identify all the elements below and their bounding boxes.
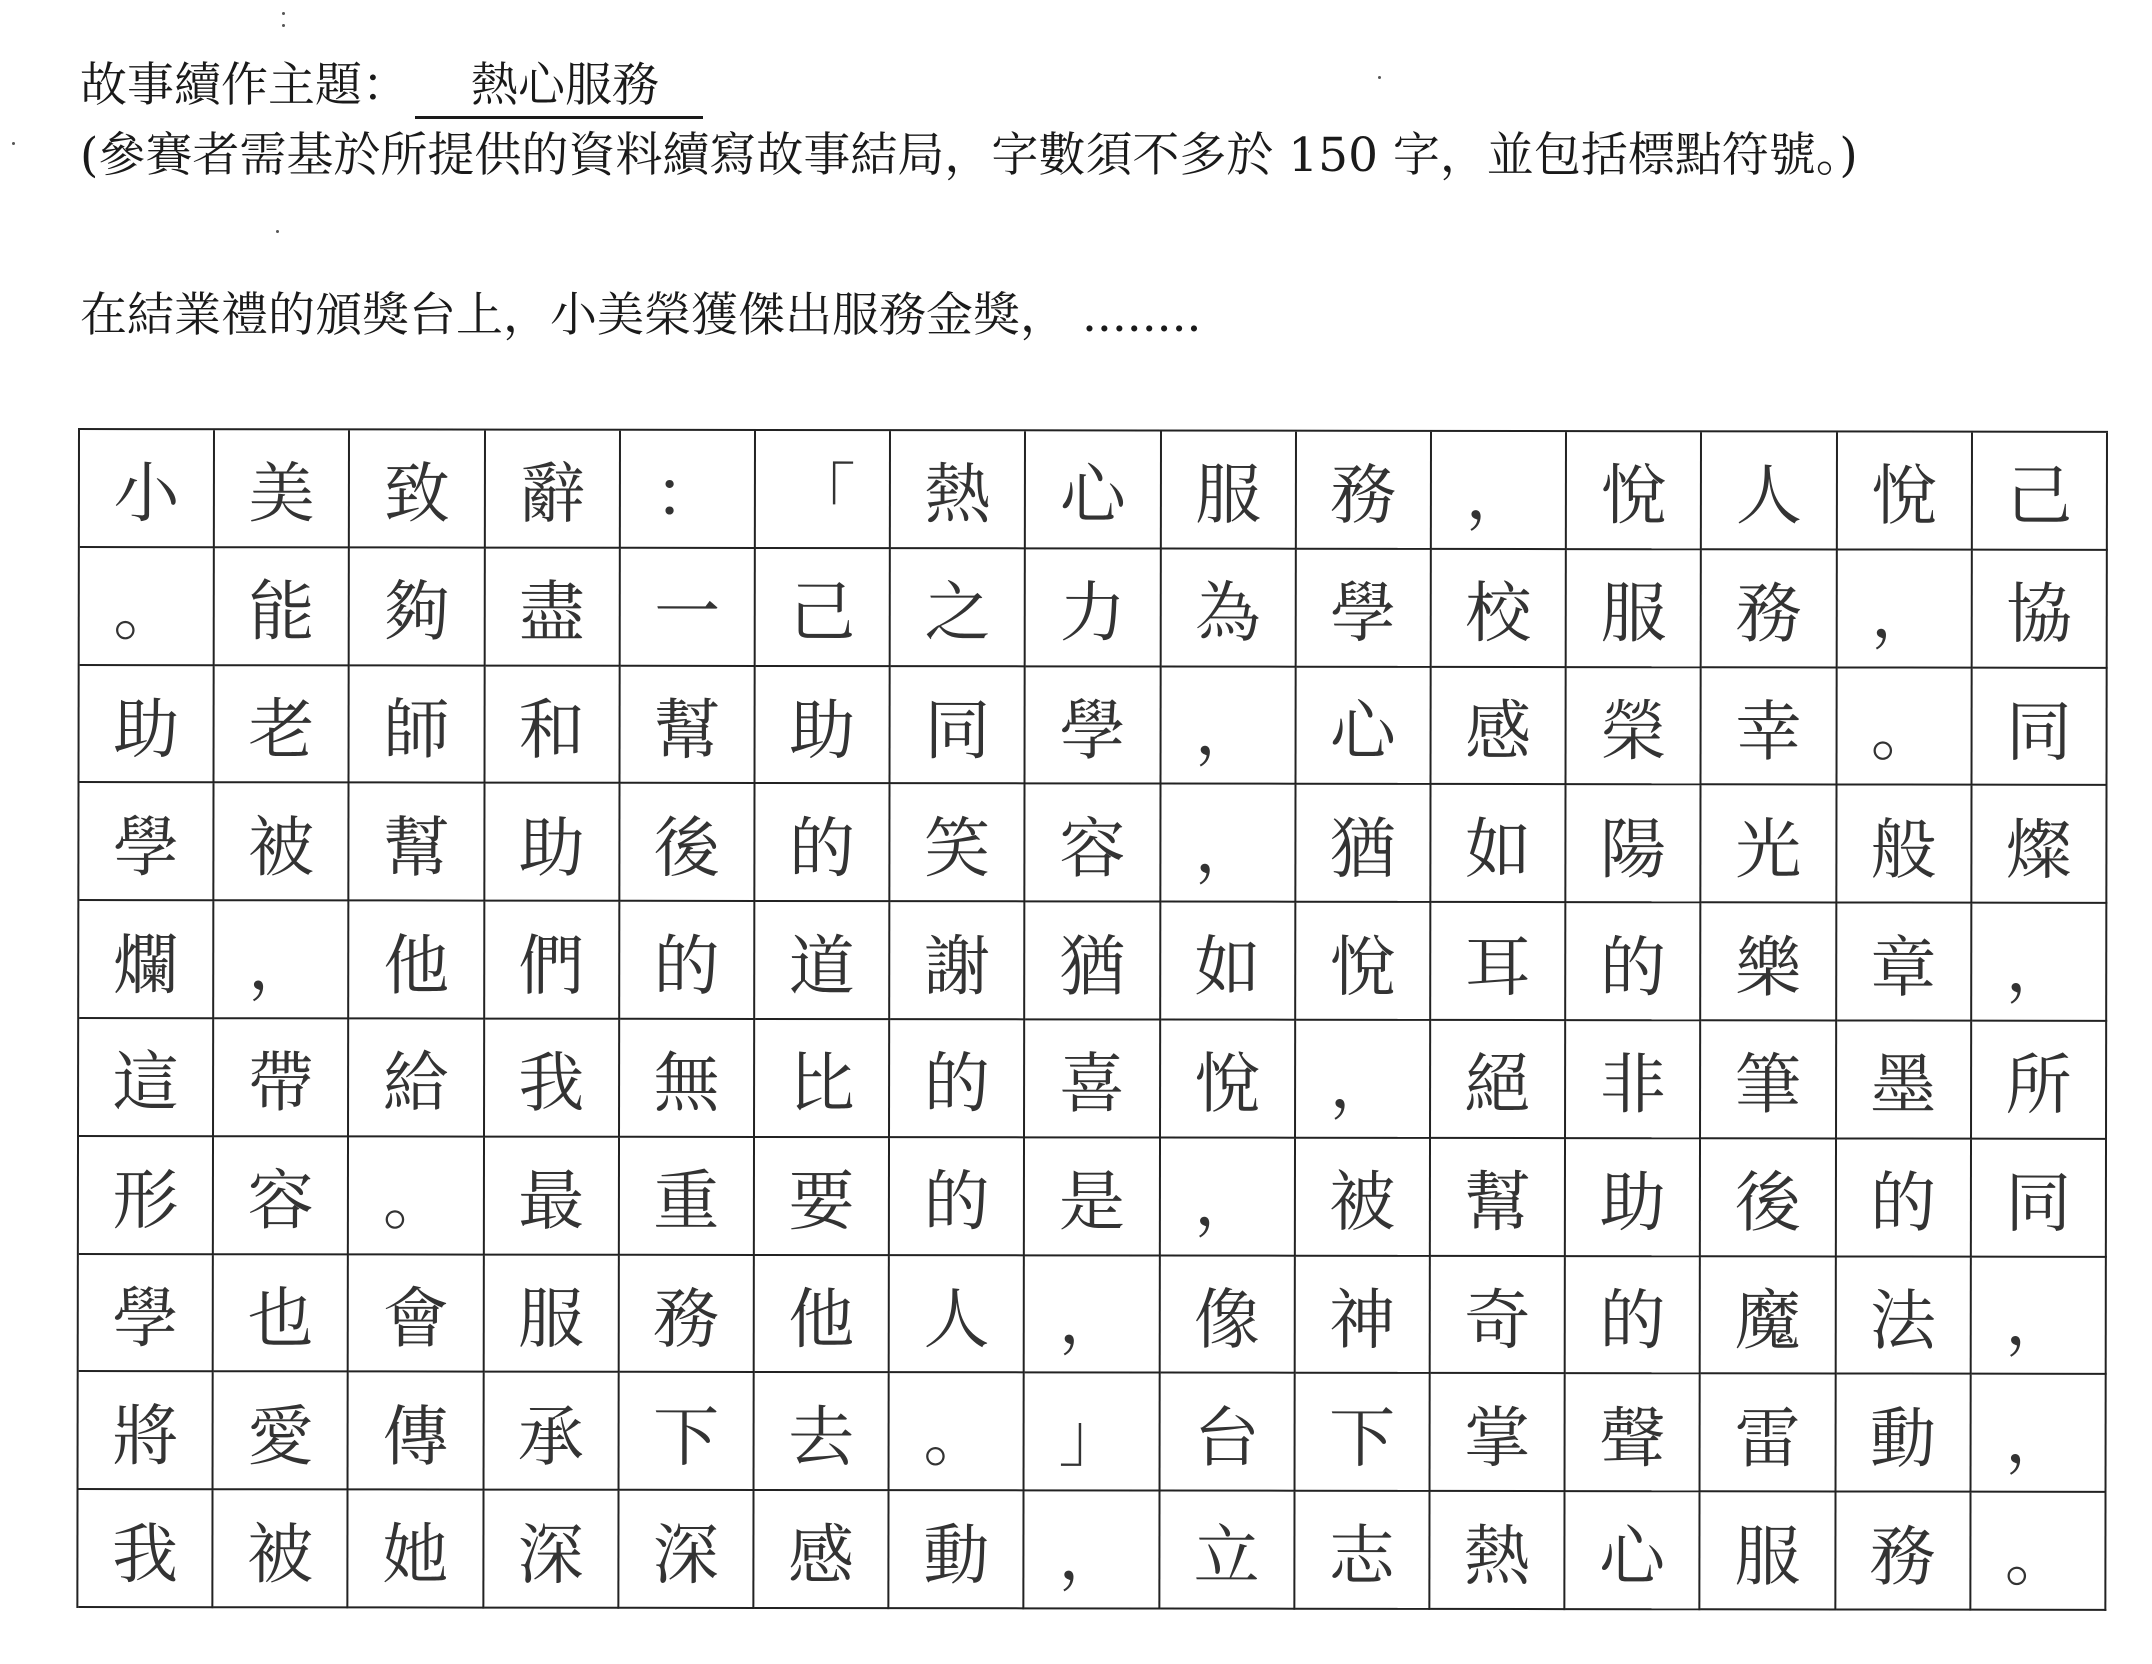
grid-cell: 無 (620, 1020, 755, 1138)
grid-cell: 如 (1431, 785, 1566, 903)
grid-cell: 筆 (1701, 1021, 1836, 1139)
grid-cell: 美 (215, 430, 350, 548)
grid-cell: 最 (484, 1137, 619, 1255)
grid-cell: 愛 (214, 1373, 349, 1491)
grid-cell: 笑 (891, 785, 1026, 903)
grid-cell: 感 (1431, 667, 1566, 785)
grid-cell: 務 (1297, 432, 1432, 550)
grid-cell: 務 (1702, 550, 1837, 668)
grid-cell: 喜 (1025, 1020, 1160, 1138)
grid-cell: 熱 (1430, 1492, 1565, 1610)
grid-cell: 陽 (1567, 785, 1702, 903)
grid-cell: 爛 (79, 901, 214, 1019)
grid-cell: 是 (1025, 1138, 1160, 1256)
grid-cell: 辭 (485, 431, 620, 549)
grid-cell: 務 (619, 1255, 754, 1373)
grid-cell: 之 (891, 549, 1026, 667)
grid-cell: 光 (1702, 786, 1837, 904)
theme-value: 熱心服務 (415, 58, 703, 119)
grid-cell: ， (1160, 1138, 1295, 1256)
grid-cell: 要 (755, 1138, 890, 1256)
grid-cell: 去 (755, 1373, 890, 1491)
grid-cell: 他 (755, 1256, 890, 1374)
grid-cell: 助 (1566, 1139, 1701, 1257)
grid-cell: 老 (215, 666, 350, 784)
grid-cell: ， (1296, 1021, 1431, 1139)
grid-cell: 我 (485, 1020, 620, 1138)
grid-cell: 燦 (1972, 786, 2107, 904)
grid-cell: 心 (1296, 667, 1431, 785)
grid-cell: 。 (890, 1374, 1025, 1492)
writing-grid (76, 428, 2108, 1611)
grid-cell: 樂 (1702, 903, 1837, 1021)
grid-cell: 。 (1971, 1493, 2106, 1611)
grid-cell: 盡 (485, 548, 620, 666)
grid-cell: 人 (890, 1256, 1025, 1374)
grid-cell: 法 (1836, 1257, 1971, 1375)
grid-cell: 下 (619, 1373, 754, 1491)
grid-cell: 的 (620, 902, 755, 1020)
grid-cell: 絕 (1431, 1021, 1566, 1139)
grid-cell: 形 (79, 1137, 214, 1255)
grid-cell: 將 (79, 1372, 214, 1490)
scan-speck (12, 142, 15, 145)
grid-cell: 一 (620, 549, 755, 667)
instruction-text: (參賽者需基於所提供的資料續寫故事結局，字數須不多於 150 字，並包括標點符號。) (80, 128, 1858, 183)
grid-cell: 心 (1566, 1492, 1701, 1610)
grid-cell: 感 (754, 1491, 889, 1609)
grid-cell: 榮 (1567, 668, 1702, 786)
grid-cell: 學 (1296, 549, 1431, 667)
grid-cell: 台 (1160, 1374, 1295, 1492)
grid-cell: 幫 (620, 666, 755, 784)
grid-cell: 立 (1160, 1492, 1295, 1610)
grid-cell: 如 (1161, 903, 1296, 1021)
grid-cell: 悅 (1161, 1021, 1296, 1139)
grid-cell: 們 (485, 902, 620, 1020)
theme-label: 故事續作主題： (80, 58, 409, 113)
grid-cell: 能 (215, 548, 350, 666)
grid-cell: 後 (620, 784, 755, 902)
grid-cell: 服 (484, 1255, 619, 1373)
grid-cell: 猶 (1296, 785, 1431, 903)
grid-cell: 務 (1836, 1493, 1971, 1611)
grid-cell: 幸 (1702, 668, 1837, 786)
grid-cell: 的 (890, 1138, 1025, 1256)
grid-cell: ， (1971, 1257, 2106, 1375)
grid-cell: 這 (79, 1019, 214, 1137)
grid-cell: 般 (1837, 786, 1972, 904)
grid-cell: ， (1025, 1492, 1160, 1610)
grid-cell: 校 (1432, 550, 1567, 668)
grid-cell: 承 (484, 1373, 619, 1491)
grid-cell: 雷 (1701, 1375, 1836, 1493)
grid-cell: 協 (1972, 550, 2107, 668)
grid-cell: 掌 (1431, 1374, 1566, 1492)
grid-cell: 服 (1161, 432, 1296, 550)
grid-cell: 同 (891, 667, 1026, 785)
grid-cell: 。 (80, 548, 215, 666)
grid-cell: 的 (1566, 1257, 1701, 1375)
grid-cell: 致 (350, 430, 485, 548)
grid-cell: 。 (349, 1137, 484, 1255)
grid-cell: 心 (1026, 431, 1161, 549)
scan-speck (1378, 76, 1381, 79)
grid-cell: 章 (1837, 904, 1972, 1022)
grid-cell: 會 (349, 1255, 484, 1373)
grid-cell: 學 (79, 1255, 214, 1373)
grid-cell: ， (1837, 550, 1972, 668)
grid-cell: 幫 (350, 784, 485, 902)
grid-cell: 力 (1026, 549, 1161, 667)
grid-cell: 的 (1836, 1139, 1971, 1257)
grid-cell: 所 (1972, 1022, 2107, 1140)
grid-cell: 謝 (890, 902, 1025, 1020)
grid-cell: 容 (214, 1137, 349, 1255)
grid-cell: 為 (1161, 549, 1296, 667)
grid-cell: 深 (619, 1491, 754, 1609)
grid-cell: 他 (350, 902, 485, 1020)
grid-cell: 重 (620, 1138, 755, 1256)
grid-cell: 帶 (214, 1019, 349, 1137)
grid-cell: 夠 (350, 548, 485, 666)
grid-cell: 道 (755, 902, 890, 1020)
grid-cell: 深 (484, 1491, 619, 1609)
grid-cell: 熱 (891, 431, 1026, 549)
grid-cell: 墨 (1837, 1021, 1972, 1139)
grid-cell: ， (1161, 667, 1296, 785)
grid-cell: ： (621, 431, 756, 549)
scan-speck (282, 12, 285, 15)
story-prompt: 在結業禮的頒獎台上，小美榮獲傑出服務金獎， ........ (80, 288, 1202, 343)
grid-cell: 魔 (1701, 1257, 1836, 1375)
grid-cell: 傳 (349, 1373, 484, 1491)
grid-cell: 被 (1296, 1138, 1431, 1256)
grid-cell: 同 (1972, 668, 2107, 786)
grid-cell: 我 (78, 1490, 213, 1608)
grid-cell: 。 (1837, 668, 1972, 786)
grid-cell: 助 (80, 666, 215, 784)
grid-cell: 服 (1567, 550, 1702, 668)
grid-cell: 」 (1025, 1374, 1160, 1492)
grid-cell: 也 (214, 1255, 349, 1373)
grid-cell: 後 (1701, 1139, 1836, 1257)
grid-cell: ， (1972, 904, 2107, 1022)
grid-cell: 志 (1295, 1492, 1430, 1610)
scan-speck (276, 230, 279, 233)
theme-line (80, 58, 703, 119)
grid-cell: 己 (1973, 433, 2108, 551)
grid-cell: 和 (485, 666, 620, 784)
grid-cell: 己 (756, 549, 891, 667)
grid-cell: ， (1025, 1256, 1160, 1374)
scan-speck (282, 24, 285, 27)
grid-cell: 奇 (1431, 1256, 1566, 1374)
grid-cell: 人 (1702, 432, 1837, 550)
grid-cell: 她 (349, 1491, 484, 1609)
grid-cell: ， (1432, 432, 1567, 550)
grid-cell: 助 (755, 667, 890, 785)
grid-cell: 聲 (1566, 1374, 1701, 1492)
grid-cell: 幫 (1431, 1139, 1566, 1257)
grid-cell: 學 (79, 783, 214, 901)
grid-cell: ， (214, 901, 349, 1019)
grid-cell: 被 (215, 784, 350, 902)
grid-cell: 助 (485, 784, 620, 902)
grid-cell: 被 (214, 1490, 349, 1608)
grid-cell: 猶 (1026, 903, 1161, 1021)
grid-cell: 的 (1566, 903, 1701, 1021)
grid-cell: 小 (80, 430, 215, 548)
grid-cell: 非 (1566, 1021, 1701, 1139)
grid-cell: 悅 (1567, 432, 1702, 550)
grid-cell: 悅 (1837, 432, 1972, 550)
grid-cell: 動 (1836, 1375, 1971, 1493)
grid-cell: 動 (890, 1491, 1025, 1609)
grid-cell: 「 (756, 431, 891, 549)
grid-cell: 容 (1026, 785, 1161, 903)
grid-cell: 比 (755, 1020, 890, 1138)
grid-cell: 同 (1972, 1139, 2107, 1257)
grid-cell: 學 (1026, 667, 1161, 785)
grid-cell: 的 (755, 784, 890, 902)
grid-cell: ， (1971, 1375, 2106, 1493)
grid-cell: 師 (350, 666, 485, 784)
grid-cell: ， (1161, 785, 1296, 903)
grid-cell: 給 (349, 1019, 484, 1137)
grid-cell: 的 (890, 1020, 1025, 1138)
grid-cell: 耳 (1431, 903, 1566, 1021)
grid-cell: 服 (1701, 1492, 1836, 1610)
grid-cell: 下 (1295, 1374, 1430, 1492)
grid-cell: 悅 (1296, 903, 1431, 1021)
grid-cell: 像 (1160, 1256, 1295, 1374)
grid-cell: 神 (1295, 1256, 1430, 1374)
